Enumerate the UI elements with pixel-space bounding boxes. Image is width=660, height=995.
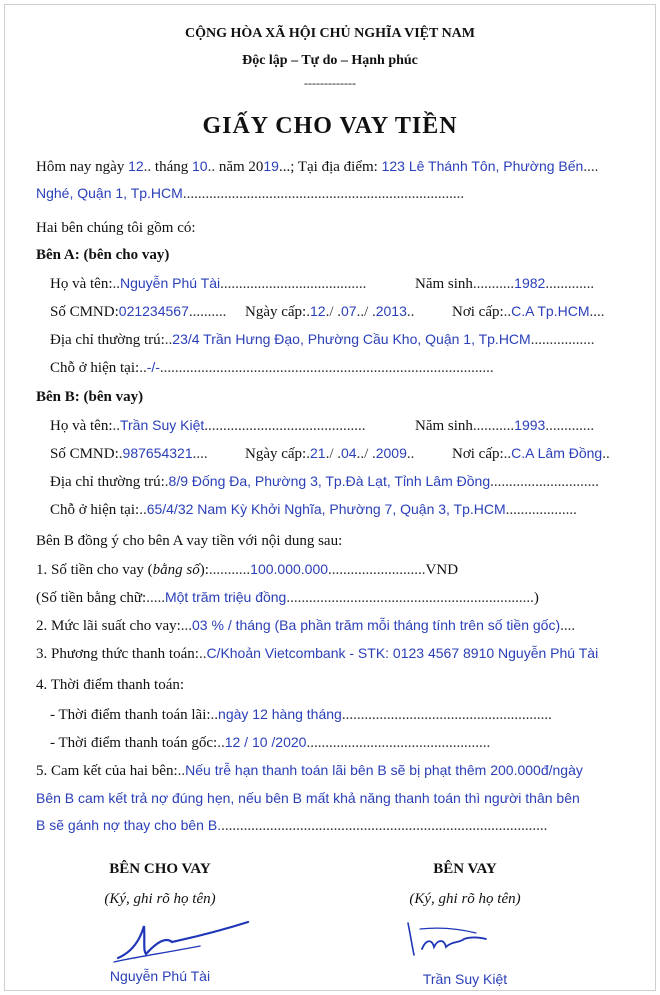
month-label: tháng bbox=[154, 159, 189, 175]
payment-method-label: 3. Phương thức thanh toán: bbox=[36, 646, 199, 662]
interest-rate: 03 % / tháng (Ba phần trăm mỗi tháng tính trên số tiền gốc) bbox=[192, 617, 561, 633]
month-value: 10 bbox=[191, 158, 208, 174]
commitment-line-2: Bên B cam kết trả nợ đúng hẹn, nếu bên B mất khả năng thanh toán thì người thân bên bbox=[36, 790, 580, 806]
amount-label: 1. Số tiền cho vay ( bbox=[36, 562, 153, 578]
payment-time-label: 4. Thời điểm thanh toán: bbox=[36, 677, 185, 693]
intro-date-label: Hôm nay ngày bbox=[36, 159, 125, 175]
parties-intro: Hai bên chúng tôi gồm có: bbox=[36, 220, 196, 236]
address-label: Địa chỉ thường trú: bbox=[50, 474, 165, 490]
address-label: Địa chỉ thường trú: bbox=[50, 332, 165, 348]
amount-words-row: (Số tiền bằng chữ:.....Một trăm triệu đồng..................................................................) bbox=[36, 589, 539, 606]
party-b-name: Trần Suy Kiệt bbox=[119, 417, 205, 433]
amount-unit: VND bbox=[425, 562, 459, 578]
party-a-name-row: Họ và tên:..Nguyễn Phú Tài....................................... bbox=[50, 275, 367, 292]
lender-signature bbox=[110, 912, 260, 967]
id-label: Số CMND: bbox=[50, 446, 119, 462]
party-a-birth-row: Năm sinh...........1982............. bbox=[415, 275, 595, 292]
party-a-issue-row: Ngày cấp:.12./ .07../ .2013.. bbox=[245, 303, 415, 320]
interest-rate-row: 2. Mức lãi suất cho vay:...03 % / tháng (Ba phần trăm mỗi tháng tính trên số tiền gốc).... bbox=[36, 617, 576, 634]
party-a-place-row: Nơi cấp:..C.A Tp.HCM.... bbox=[452, 303, 605, 320]
party-b-place-row: Nơi cấp:..C.A Lâm Đồng.. bbox=[452, 445, 610, 462]
amount-row: 1. Số tiền cho vay (bằng số):...........100.000.000..........................VND bbox=[36, 561, 459, 578]
party-a-birth: 1982 bbox=[514, 275, 546, 291]
lender-note: (Ký, ghi rõ họ tên) bbox=[104, 891, 216, 907]
commitment-label: 5. Cam kết của hai bên: bbox=[36, 763, 178, 779]
birth-label: Năm sinh bbox=[415, 276, 473, 292]
intro-line-2: Nghé, Quận 1, Tp.HCM........................................................................... bbox=[36, 185, 465, 202]
party-b-current: 65/4/32 Nam Kỳ Khởi Nghĩa, Phường 7, Quận 3, Tp.HCM bbox=[146, 501, 506, 517]
intro-line-1: Hôm nay ngày 12.. tháng 10.. năm 2019...; Tại địa điểm: 123 Lê Thánh Tôn, Phường Bến.... bbox=[36, 158, 599, 175]
amount-words: Một trăm triệu đồng bbox=[164, 589, 287, 605]
year-label: năm 20 bbox=[218, 159, 264, 175]
commitment-row: 5. Cam kết của hai bên:..Nếu trễ hạn thanh toán lãi bên B sẽ bị phạt thêm 200.000đ/ngày bbox=[36, 762, 583, 779]
party-b-id: 987654321 bbox=[122, 445, 193, 461]
amount-words-label: (Số tiền bằng chữ: bbox=[36, 590, 147, 606]
party-b-issue-year: 2009 bbox=[375, 445, 407, 461]
amount-label-end: ): bbox=[199, 562, 209, 578]
year-value: 19 bbox=[263, 158, 279, 174]
party-a-current: -/- bbox=[146, 359, 160, 375]
current-address-label: Chỗ ở hiện tại: bbox=[50, 502, 140, 518]
party-b-issue-month: 04 bbox=[340, 445, 357, 461]
interest-time-row: - Thời điểm thanh toán lãi:..ngày 12 hàng tháng........................................................ bbox=[50, 706, 552, 723]
issue-date-label: Ngày cấp: bbox=[245, 446, 307, 462]
party-a-id: 021234567 bbox=[118, 303, 189, 319]
borrower-note: (Ký, ghi rõ họ tên) bbox=[409, 891, 521, 907]
amount-words-close: ) bbox=[533, 590, 539, 606]
birth-label: Năm sinh bbox=[415, 418, 473, 434]
party-b-issue-day: 21 bbox=[309, 445, 326, 461]
borrower-title: BÊN VAY bbox=[433, 861, 497, 877]
lender-printed-name: Nguyễn Phú Tài bbox=[109, 968, 211, 984]
party-b-heading: Bên B: (bên vay) bbox=[36, 389, 144, 405]
principal-time: 12 / 10 /2020 bbox=[224, 734, 307, 750]
interest-rate-label: 2. Mức lãi suất cho vay: bbox=[36, 618, 181, 634]
lender-title: BÊN CHO VAY bbox=[109, 861, 211, 877]
party-a-issue-month: 07 bbox=[340, 303, 357, 319]
party-b-current-row: Chỗ ở hiện tại:..65/4/32 Nam Kỳ Khởi Nghĩa, Phường 7, Quận 3, Tp.HCM................... bbox=[50, 501, 577, 518]
interest-time: ngày 12 hàng tháng bbox=[218, 706, 342, 722]
place-value-line-2: Nghé, Quận 1, Tp.HCM bbox=[36, 185, 183, 201]
party-a-issue-place: C.A Tp.HCM bbox=[511, 303, 590, 319]
party-b-issue-place: C.A Lâm Đồng bbox=[511, 445, 603, 461]
party-a-address-row: Địa chỉ thường trú:..23/4 Trần Hưng Đạo, Phường Cầu Kho, Quận 1, Tp.HCM................. bbox=[50, 331, 595, 348]
id-label: Số CMND: bbox=[50, 304, 119, 320]
borrower-signature bbox=[400, 915, 540, 965]
agreement-intro: Bên B đồng ý cho bên A vay tiền với nội dung sau: bbox=[36, 533, 343, 549]
commitment-row-3: B sẽ gánh nợ thay cho bên B........................................................................................ bbox=[36, 817, 548, 834]
party-b-id-row: Số CMND:.987654321.... bbox=[50, 445, 208, 462]
place-value-line-1: 123 Lê Thánh Tôn, Phường Bến bbox=[381, 158, 584, 174]
party-a-current-row: Chỗ ở hiện tại:..-/-......................................................................................... bbox=[50, 359, 494, 376]
payment-method: C/Khoản Vietcombank - STK: 0123 4567 8910 Nguyễn Phú Tài bbox=[206, 645, 599, 661]
party-b-birth: 1993 bbox=[514, 417, 546, 433]
nation-header: CỘNG HÒA XÃ HỘI CHỦ NGHĨA VIỆT NAM bbox=[184, 26, 475, 41]
party-a-name: Nguyễn Phú Tài bbox=[119, 275, 221, 291]
loan-amount: 100.000.000 bbox=[250, 561, 329, 577]
party-a-issue-day: 12 bbox=[309, 303, 326, 319]
document-border bbox=[4, 4, 656, 991]
place-label: ...; Tại địa điểm: bbox=[278, 159, 378, 175]
party-b-issue-row: Ngày cấp:.21./ .04../ .2009.. bbox=[245, 445, 415, 462]
day-value: 12 bbox=[128, 158, 144, 174]
party-b-address-row: Địa chỉ thường trú:.8/9 Đống Đa, Phường 3, Tp.Đà Lạt, Tỉnh Lâm Đồng............................. bbox=[50, 473, 599, 490]
name-label: Họ và tên: bbox=[50, 418, 113, 434]
issue-place-label: Nơi cấp: bbox=[452, 446, 504, 462]
principal-time-row: - Thời điểm thanh toán gốc:..12 / 10 /2020................................................. bbox=[50, 734, 491, 751]
payment-method-row: 3. Phương thức thanh toán:..C/Khoản Vietcombank - STK: 0123 4567 8910 Nguyễn Phú Tài bbox=[36, 645, 599, 662]
party-a-id-row: Số CMND:021234567.......... bbox=[50, 303, 227, 320]
commitment-line-1: Nếu trễ hạn thanh toán lãi bên B sẽ bị phạt thêm 200.000đ/ngày bbox=[185, 762, 583, 778]
issue-date-label: Ngày cấp: bbox=[245, 304, 307, 320]
party-a-heading: Bên A: (bên cho vay) bbox=[36, 247, 170, 263]
motto: Độc lập – Tự do – Hạnh phúc bbox=[242, 53, 418, 68]
document-title: GIẤY CHO VAY TIỀN bbox=[202, 113, 458, 139]
party-a-address: 23/4 Trần Hưng Đạo, Phường Cầu Kho, Quận 1, Tp.HCM bbox=[172, 331, 531, 347]
party-a-issue-year: 2013 bbox=[375, 303, 407, 319]
current-address-label: Chỗ ở hiện tại: bbox=[50, 360, 140, 376]
amount-label-italic: bằng số bbox=[152, 562, 200, 578]
principal-time-label: - Thời điểm thanh toán gốc: bbox=[50, 735, 218, 751]
party-b-name-row: Họ và tên:..Trần Suy Kiệt........................................... bbox=[50, 417, 366, 434]
header-divider: ------------- bbox=[304, 76, 356, 90]
name-label: Họ và tên: bbox=[50, 276, 113, 292]
party-b-birth-row: Năm sinh...........1993............. bbox=[415, 417, 595, 434]
commitment-line-3: B sẽ gánh nợ thay cho bên B. bbox=[36, 817, 222, 833]
issue-place-label: Nơi cấp: bbox=[452, 304, 504, 320]
party-b-address: 8/9 Đống Đa, Phường 3, Tp.Đà Lạt, Tỉnh Lâm Đồng bbox=[168, 473, 491, 489]
interest-time-label: - Thời điểm thanh toán lãi: bbox=[50, 707, 211, 723]
borrower-printed-name: Trần Suy Kiệt bbox=[422, 971, 508, 987]
